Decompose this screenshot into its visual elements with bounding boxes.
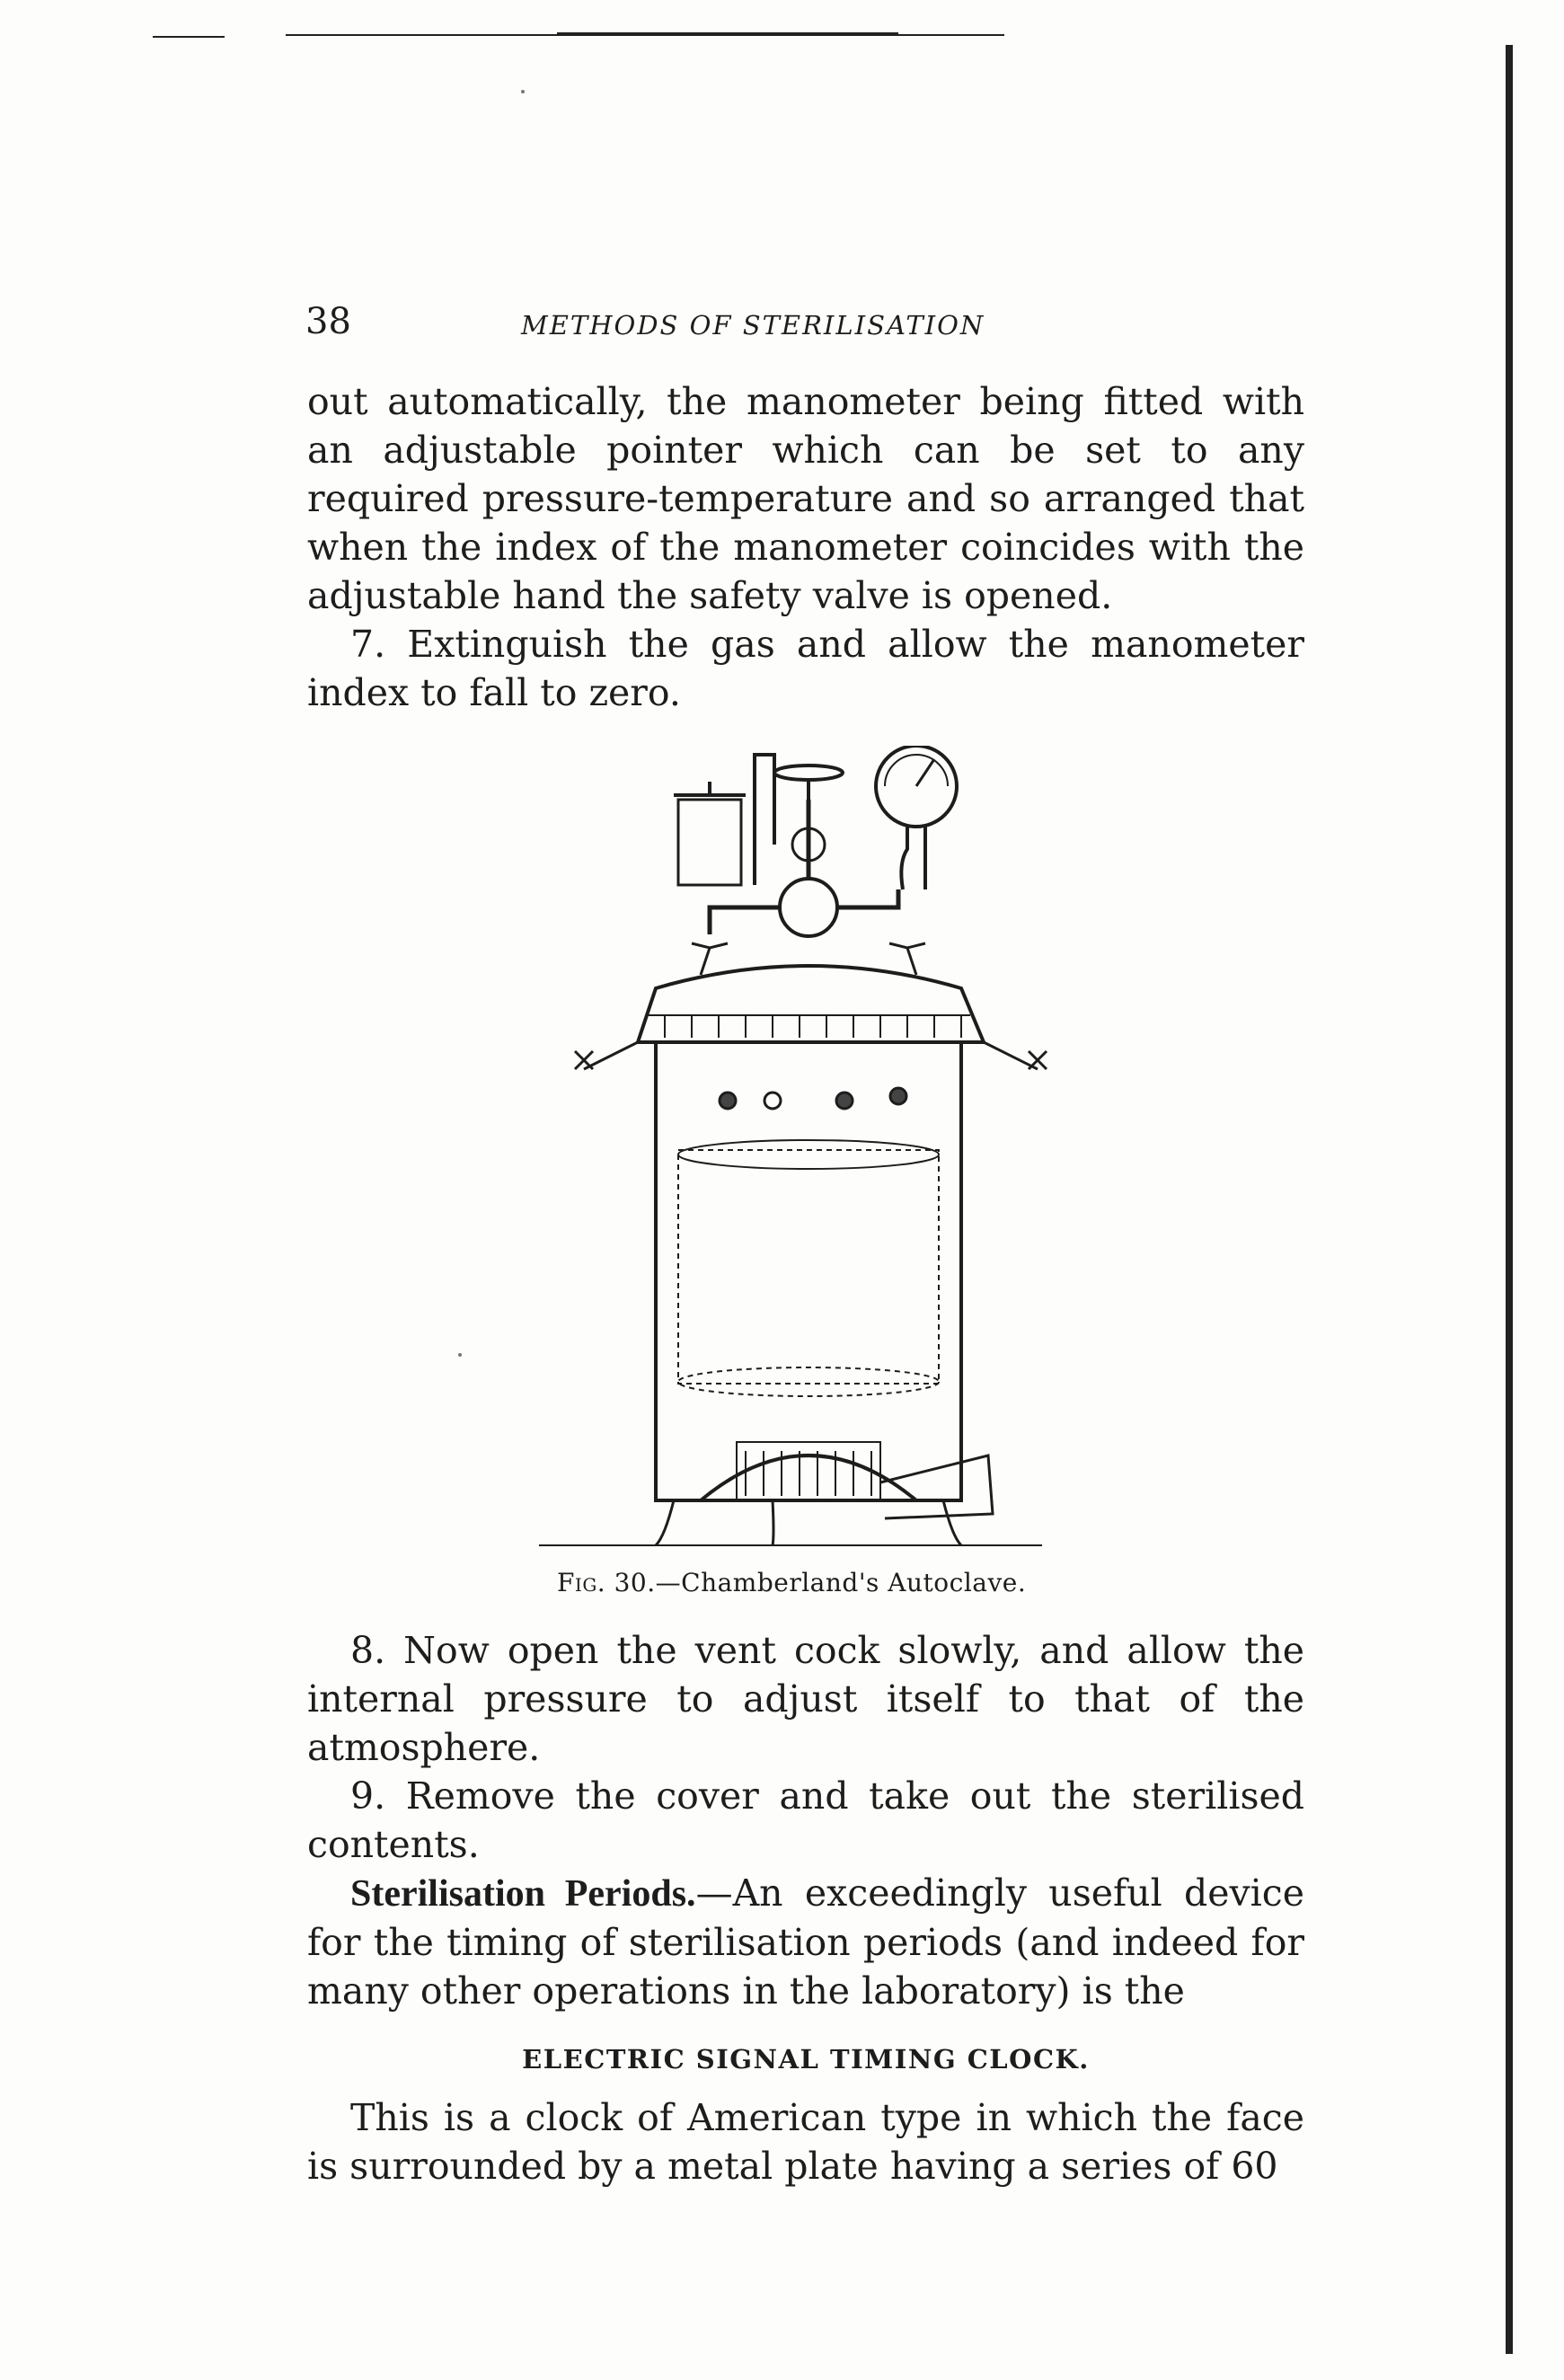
top-scan-rule-thick: [557, 32, 898, 36]
autoclave-illustration: [539, 746, 1078, 1554]
figure-caption: [557, 1568, 1186, 1597]
figure-caption-text: —Chamberland's Autoclave.: [655, 1568, 1027, 1597]
scan-speck: [521, 90, 525, 93]
section-heading: ELECTRIC SIGNAL TIMING CLOCK.: [522, 2044, 1090, 2075]
run-in-heading: Sterilisation Periods.: [350, 1873, 696, 1915]
scan-speck: [458, 1353, 462, 1357]
paragraph: This is a clock of American type in which the face is surrounded by a metal plate having a series of 60: [307, 2096, 1304, 2188]
figure-label: Fig. 30.: [557, 1568, 656, 1597]
paragraph-text: —An exceedingly useful device for the timing of sterilisation periods (and indeed for many other operations in the laboratory) is the: [307, 1871, 1304, 2013]
top-left-scan-mark: [153, 36, 225, 38]
running-title: METHODS OF STERILISATION: [521, 310, 985, 341]
paragraph: out automatically, the manometer being fitted with an adjustable pointer which can be set to any required pressure-temperature and so arranged that when the index of the manometer coincides with the adjustable hand the safety valve is opened.: [307, 380, 1304, 617]
text-block-final: [307, 2093, 1304, 2190]
page-number: 38: [305, 301, 351, 342]
paragraph: [307, 1869, 1304, 2015]
paragraph: 7. Extinguish the gas and allow the manometer index to fall to zero.: [307, 623, 1304, 714]
text-block-top: [307, 377, 1304, 717]
paragraph: 9. Remove the cover and take out the sterilised contents.: [307, 1774, 1304, 1866]
right-scan-edge: [1506, 45, 1513, 2354]
paragraph: 8. Now open the vent cock slowly, and allow the internal pressure to adjust itself to that of the atmosphere.: [307, 1629, 1304, 1769]
text-block-bottom: [307, 1626, 1304, 2015]
